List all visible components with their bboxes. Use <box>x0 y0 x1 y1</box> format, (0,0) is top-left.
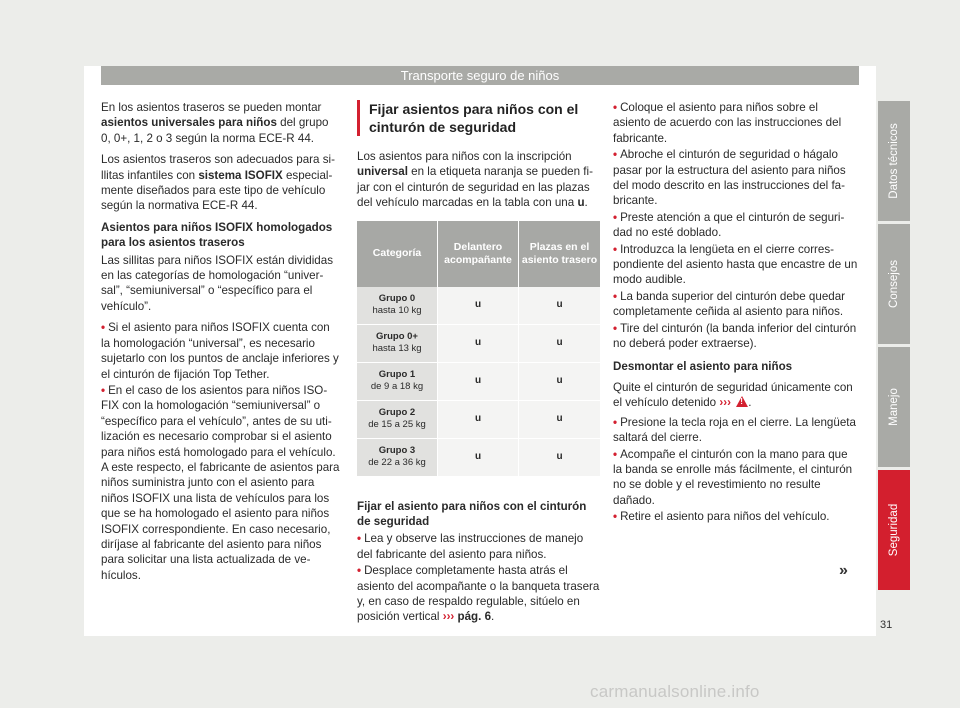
table-cell: u <box>438 439 519 477</box>
table-cell-category: Grupo 2 de 15 a 25 kg <box>357 401 438 439</box>
section-heading: Fijar asientos para niños con el cinturón de seguridad <box>357 100 601 136</box>
bullet-icon: • <box>613 148 618 162</box>
tab-consejos[interactable]: Consejos <box>878 224 910 344</box>
subheading: Asientos para niños ISOFIX homologados para los asientos traseros <box>101 220 333 250</box>
bullet-item: • La banda superior del cinturón debe quedar completamente ceñida al asiento para niños. <box>613 289 846 319</box>
bullet-item: • Si el asiento para niños ISOFIX cuenta con la homologación “universal”, es necesario sujetarlo con los puntos de anclaje inferiores y el cinturón de fijación Top Tether. <box>101 321 339 381</box>
warning-icon[interactable] <box>736 396 748 407</box>
bullet-item: • Introduzca la lengüeta en el cierre correspondiente del asiento hasta que encastre de un modo audible. <box>613 242 858 287</box>
table-cell: u <box>438 287 519 325</box>
bullet-icon: • <box>357 564 362 578</box>
bullet-icon: • <box>613 210 618 224</box>
bullet-item: • En el caso de los asientos para niños ISOFIX con la homologación “semiuniversal” o “específico para el vehículo”, antes de su utilización es necesario comprobar si el asiento para niños está homologado para el vehículo. A este respecto, el fabricante de asientos para niños suministra junto con el asiento para niños ISOFIX una lista de vehículos para los que se ha homologado el asiento para niños ISOFIX correspondiente. En caso necesario, diríjase al fabricante del asiento para niños para solicitar una lista actualizada de vehículos. <box>101 383 340 582</box>
bullet-icon: • <box>613 415 618 429</box>
column-middle <box>357 100 601 626</box>
paragraph: Las sillitas para niños ISOFIX están divididas en las categorías de homologación “universal”, “semiuniversal” o “específico para el vehículo”. <box>101 253 333 313</box>
subheading: Desmontar el asiento para niños <box>613 359 793 373</box>
table-cell-category: Grupo 1 de 9 a 18 kg <box>357 363 438 401</box>
bullet-item: • Coloque el asiento para niños sobre el asiento de acuerdo con las instrucciones del fabricante. <box>613 101 842 145</box>
bullet-icon: • <box>613 289 618 303</box>
table-header: Plazas en el asiento trasero <box>519 221 600 287</box>
table-cell: u <box>438 401 519 439</box>
table-row <box>357 325 600 363</box>
table-header: Categoría <box>357 221 438 287</box>
cross-reference-arrows-icon: ››› <box>719 396 731 410</box>
bullet-item: • Abroche el cinturón de seguridad o hágalo pasar por la estructura del asiento para niños del modo descrito en las instrucciones del fabricante. <box>613 148 846 208</box>
table-header: Delantero acompañante <box>438 221 519 287</box>
cross-reference-arrows-icon: ››› <box>442 610 455 624</box>
bullet-item: • Tire del cinturón (la banda inferior del cinturón no deberá poder extraerse). <box>613 321 857 351</box>
paragraph: Los asientos traseros son adecuados para sillitas infantiles con sistema ISOFIX especialmente diseñados para este tipo de vehículo según la normativa ECE-R 44. <box>101 153 335 213</box>
bullet-item: • Retire el asiento para niños del vehículo. <box>613 510 830 524</box>
table-cell-category: Grupo 0 hasta 10 kg <box>357 287 438 325</box>
bullet-item: • Preste atención a que el cinturón de seguridad no esté doblado. <box>613 210 845 240</box>
bullet-item: • Acompañe el cinturón con la mano para que la banda se enrolle más fácilmente, el cinturón no se doble y el revestimiento no resulte dañado. <box>613 447 853 507</box>
table-cell: u <box>519 401 600 439</box>
table-cell: u <box>519 325 600 363</box>
tab-datos-tecnicos[interactable]: Datos técnicos <box>878 101 910 221</box>
page-header: Transporte seguro de niños <box>101 66 859 85</box>
column-right <box>613 100 858 526</box>
column-left <box>101 100 341 584</box>
paragraph: En los asientos traseros se pueden montar asientos universales para niños del grupo 0, 0+, 1, 2 o 3 según la norma ECE-R 44. <box>101 101 329 145</box>
subheading: Fijar el asiento para niños con el cinturón de seguridad <box>357 499 587 529</box>
compatibility-table <box>357 221 600 477</box>
page-number: 31 <box>880 619 893 631</box>
paragraph: Los asientos para niños con la inscripción universal en la etiqueta naranja se pueden fijar con el cinturón de seguridad en las plazas del vehículo marcadas en la tabla con una u. <box>357 150 593 210</box>
bullet-icon: • <box>613 101 618 114</box>
table-row <box>357 287 600 325</box>
bullet-icon: • <box>613 447 618 461</box>
bullet-icon: • <box>101 383 106 397</box>
table-cell: u <box>519 363 600 401</box>
table-cell-category: Grupo 3 de 22 a 36 kg <box>357 439 438 477</box>
table-cell: u <box>519 439 600 477</box>
bullet-icon: • <box>613 510 618 524</box>
watermark: carmanualsonline.info <box>590 682 760 701</box>
table-cell-category: Grupo 0+ hasta 13 kg <box>357 325 438 363</box>
bullet-item: • Desplace completamente hasta atrás el asiento del acompañante o la banqueta trasera y, en caso de respaldo regulable, sitúelo en posición vertical ››› pág. 6. <box>357 564 600 624</box>
table-row <box>357 439 600 477</box>
bullet-icon: • <box>613 242 618 256</box>
bullet-icon: • <box>101 321 106 335</box>
table-row <box>357 363 600 401</box>
table-header-row <box>357 221 600 287</box>
bullet-item: • Lea y observe las instrucciones de manejo del fabricante del asiento para niños. <box>357 532 584 561</box>
tab-seguridad[interactable]: Seguridad <box>878 470 910 590</box>
table-cell: u <box>519 287 600 325</box>
bullet-item: • Presione la tecla roja en el cierre. La lengüeta saltará del cierre. <box>613 415 856 445</box>
continue-arrow-icon: » <box>839 562 848 579</box>
bullet-icon: • <box>357 532 362 546</box>
tab-manejo[interactable]: Manejo <box>878 347 910 467</box>
table-row <box>357 401 600 439</box>
bullet-icon: • <box>613 321 618 335</box>
table-cell: u <box>438 363 519 401</box>
paragraph: Quite el cinturón de seguridad únicamente con el vehículo detenido ››› ! . <box>613 380 858 411</box>
table-cell: u <box>438 325 519 363</box>
page-reference-link[interactable]: pág. 6 <box>454 610 492 624</box>
